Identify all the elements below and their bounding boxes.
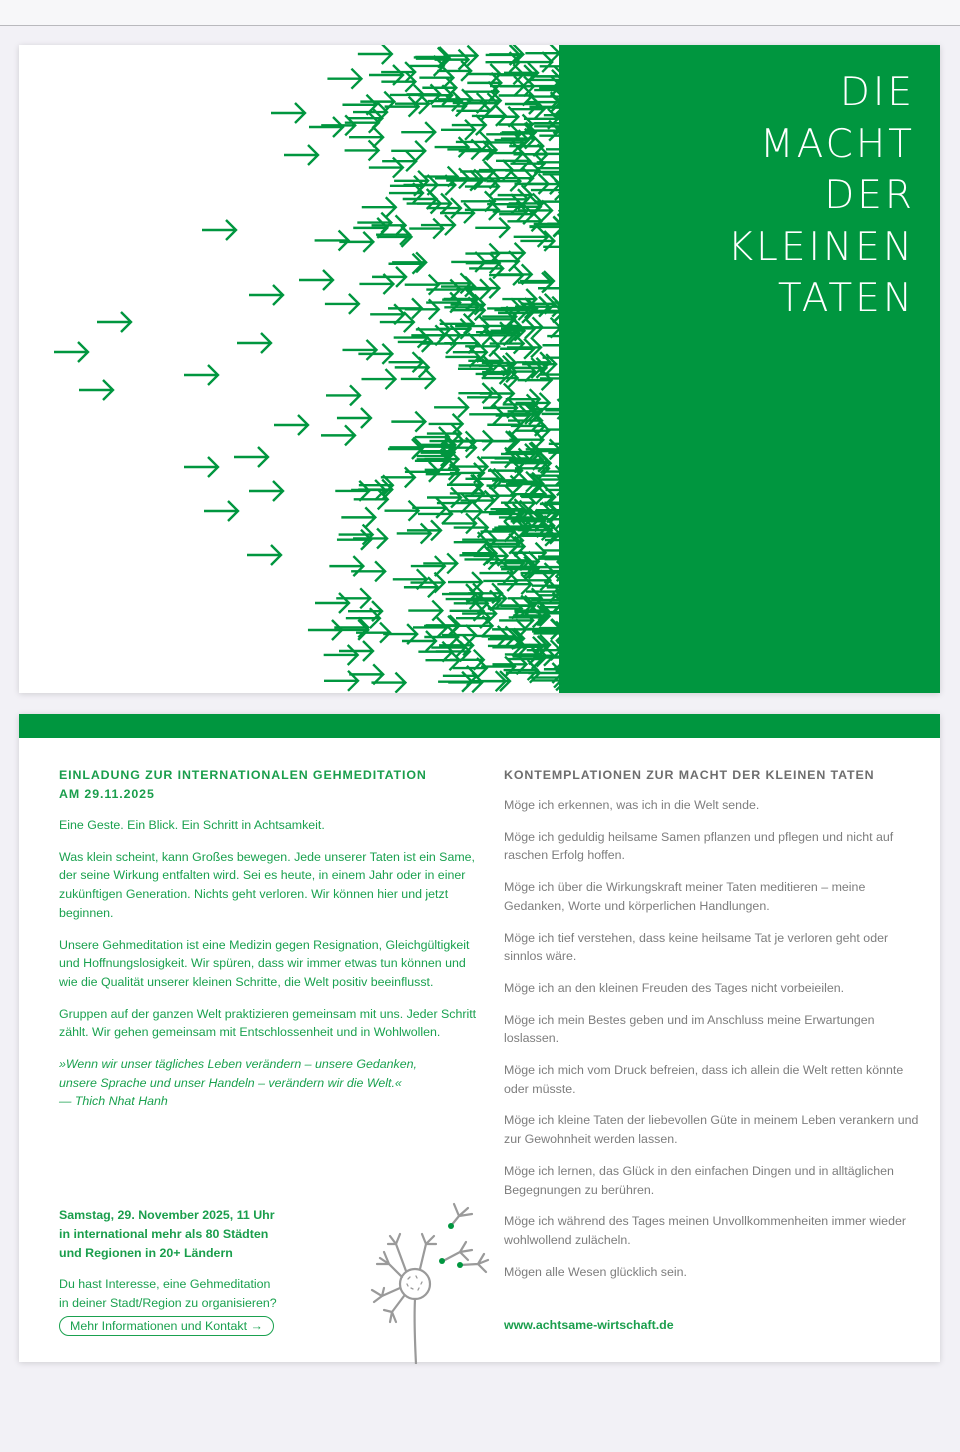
arrow-icon: [454, 532, 488, 552]
heading-line: EINLADUNG ZUR INTERNATIONALEN GEHMEDITATION: [59, 768, 427, 782]
arrow-icon: [395, 357, 429, 377]
arrow-icon: [97, 312, 131, 332]
cover-title: [728, 67, 915, 325]
arrow-icon: [409, 219, 443, 239]
arrow-icon: [345, 140, 379, 160]
arrow-icon: [237, 333, 271, 353]
contemplation-item: Möge ich mein Bestes geben und im Anschluss meine Erwartungen loslassen.: [504, 1012, 875, 1046]
viewer-top-bar: [0, 0, 960, 26]
dandelion-head: [400, 1269, 430, 1299]
arrow-icon: [441, 120, 475, 140]
arrow-icon: [361, 369, 395, 389]
arrow-icon: [321, 425, 355, 445]
arrow-icon: [249, 481, 283, 501]
organize-invite: [59, 1275, 359, 1313]
paragraph: Eine Geste. Ein Blick. Ein Schritt in Achtsamkeit.: [59, 818, 325, 832]
arrow-icon: [337, 408, 371, 428]
arrow-icon: [324, 645, 358, 665]
arrow-icon: [337, 530, 371, 550]
dandelion-stem: [415, 1299, 416, 1364]
quote: [59, 1055, 479, 1111]
arrow-icon: [271, 103, 305, 123]
arrow-icon: [247, 545, 281, 565]
arrow-icon: [389, 352, 423, 372]
contemplation-item: Möge ich lernen, das Glück in den einfachen Dingen und in alltäglichen Begegnungen zu berühren.: [504, 1163, 894, 1197]
arrow-icon: [358, 344, 392, 364]
contemplation-item: Möge ich geduldig heilsame Samen pflanzen und pflegen und nicht auf raschen Erfolg hoffen.: [504, 829, 894, 863]
invitation-heading: [59, 766, 479, 804]
arrow-icon: [358, 45, 392, 64]
dandelion-illustration: [344, 1184, 504, 1364]
arrow-icon: [401, 122, 435, 142]
arrow-icon: [351, 480, 385, 500]
seed-dot: [439, 1258, 445, 1264]
arrow-icon: [184, 457, 218, 477]
arrow-icon: [421, 215, 455, 235]
event-details: [59, 1206, 359, 1263]
arrow-icon: [435, 137, 469, 157]
arrow-icon: [204, 501, 238, 521]
arrow-icon: [391, 412, 425, 432]
heading-line: AM 29.11.2025: [59, 787, 155, 801]
arrow-icon: [360, 92, 394, 112]
arrow-icon: [309, 117, 343, 137]
arrow-icon: [391, 141, 425, 161]
arrow-icon: [410, 573, 444, 593]
title-line: TATEN: [777, 276, 915, 321]
arrow-icon: [234, 447, 268, 467]
arrow-icon: [427, 198, 461, 218]
invite-line: in deiner Stadt/Region zu organisieren?: [59, 1296, 277, 1310]
invite-line: Du hast Interesse, eine Gehmeditation: [59, 1277, 271, 1291]
contemplation-item: Mögen alle Wesen glücklich sein.: [504, 1264, 687, 1279]
paragraph: Unsere Gehmeditation ist eine Medizin gegen Resignation, Gleichgültigkeit und Hoffnungslosigkeit. Wir spüren, dass wir immer etwas tun können und wie die Qualität unserer kleinen Schritte, die Welt positiv beeinflusst.: [59, 937, 470, 989]
arrow-icon: [284, 145, 318, 165]
title-line: DIE: [839, 70, 915, 115]
arrow-icon: [202, 220, 236, 240]
arrow-icon: [442, 513, 476, 533]
contemplations-column: [504, 766, 924, 1294]
arrow-icon: [336, 588, 370, 608]
arrow-icon: [467, 387, 501, 407]
arrow-icon: [434, 397, 468, 417]
arrow-icon: [325, 294, 359, 314]
arrow-icon: [79, 380, 113, 400]
arrow-icon: [299, 270, 333, 290]
contemplation-item: Möge ich an den kleinen Freuden des Tages nicht vorbeieilen.: [504, 980, 845, 995]
contemplation-item: Möge ich mich vom Druck befreien, dass ich allein die Welt retten könnte oder müsste.: [504, 1063, 904, 1096]
arrow-icon: [397, 523, 431, 543]
cover-page: [19, 45, 940, 693]
quote-author: — Thich Nhat Hanh: [59, 1094, 168, 1109]
event-line: in international mehr als 80 Städten: [59, 1227, 269, 1241]
arrow-icon: [349, 127, 383, 147]
quote-line: unsere Sprache und unser Handeln – verändern wir die Welt.«: [59, 1075, 402, 1090]
title-line: DER: [824, 173, 915, 218]
contemplations-heading: KONTEMPLATIONEN ZUR MACHT DER KLEINEN TATEN: [504, 768, 875, 782]
arrow-icon: [327, 69, 361, 89]
event-line: Samstag, 29. November 2025, 11 Uhr: [59, 1208, 275, 1222]
arrow-icon: [351, 561, 385, 581]
arrow-icon: [448, 572, 482, 592]
green-header-bar: [19, 714, 940, 738]
contemplation-item: Möge ich über die Wirkungskraft meiner Taten meditieren – meine Gedanken, Worte und körperlichen Handlungen.: [504, 880, 866, 913]
arrow-icon: [342, 340, 376, 360]
arrow-icon: [395, 94, 429, 114]
arrow-icon: [525, 45, 559, 63]
title-line: KLEINEN: [727, 224, 915, 270]
contemplation-item: Möge ich kleine Taten der liebevollen Güte in meinem Leben verankern und zur Gewohnheit werden lassen.: [504, 1113, 919, 1147]
arrow-icon: [184, 365, 218, 385]
arrow-icon: [54, 342, 88, 362]
arrow-icon: [385, 501, 419, 521]
arrow-icon: [326, 385, 360, 405]
inside-page: [19, 714, 940, 1362]
more-info-contact-button[interactable]: Mehr Informationen und Kontakt →: [59, 1316, 274, 1336]
arrow-icon: [401, 369, 435, 389]
seed-dot: [448, 1223, 454, 1229]
contemplation-item: Möge ich erkennen, was ich in die Welt sende.: [504, 798, 760, 812]
arrow-icon: [362, 197, 396, 217]
arrow-icon: [315, 230, 349, 250]
website-link[interactable]: www.achtsame-wirtschaft.de: [504, 1318, 674, 1332]
arrow-icon: [407, 520, 441, 540]
arrow-icon: [411, 556, 445, 576]
arrow-icon: [315, 593, 349, 613]
arrow-icon: [329, 556, 363, 576]
title-line: MACHT: [759, 121, 915, 167]
arrow-icon: [274, 415, 308, 435]
paragraph: Was klein scheint, kann Großes bewegen. Jede unserer Taten ist ein Same, der seine Wirkung entfalten wird. Sei es heute, in einem Jahr oder in einer zukünftigen Generation. Nichts geht verloren. Wir können hier und jetzt beginnen.: [59, 849, 475, 920]
seed-dot: [457, 1262, 463, 1268]
arrow-icon: [475, 218, 509, 238]
quote-line: »Wenn wir unser tägliches Leben verändern – unsere Gedanken,: [59, 1057, 417, 1072]
arrow-icon: [514, 227, 548, 247]
contemplation-item: Möge ich während des Tages meinen Unvollkommenheiten immer wieder wohlwollend zulächeln.: [504, 1214, 906, 1247]
arrow-icon: [405, 275, 439, 295]
arrow-icon: [249, 285, 283, 305]
contemplation-item: Möge ich tief verstehen, dass keine heilsame Tat je verloren geht oder sinnlos wäre.: [504, 930, 889, 964]
invitation-column: [59, 766, 479, 1124]
paragraph: Gruppen auf der ganzen Welt praktizieren gemeinsam mit uns. Jeder Schritt zählt. Wir gehen gemeinsam mit Entschlossenheit und in Wohlwollen.: [59, 1006, 477, 1040]
event-line: und Regionen in 20+ Ländern: [59, 1246, 233, 1260]
arrow-icon: [341, 507, 375, 527]
